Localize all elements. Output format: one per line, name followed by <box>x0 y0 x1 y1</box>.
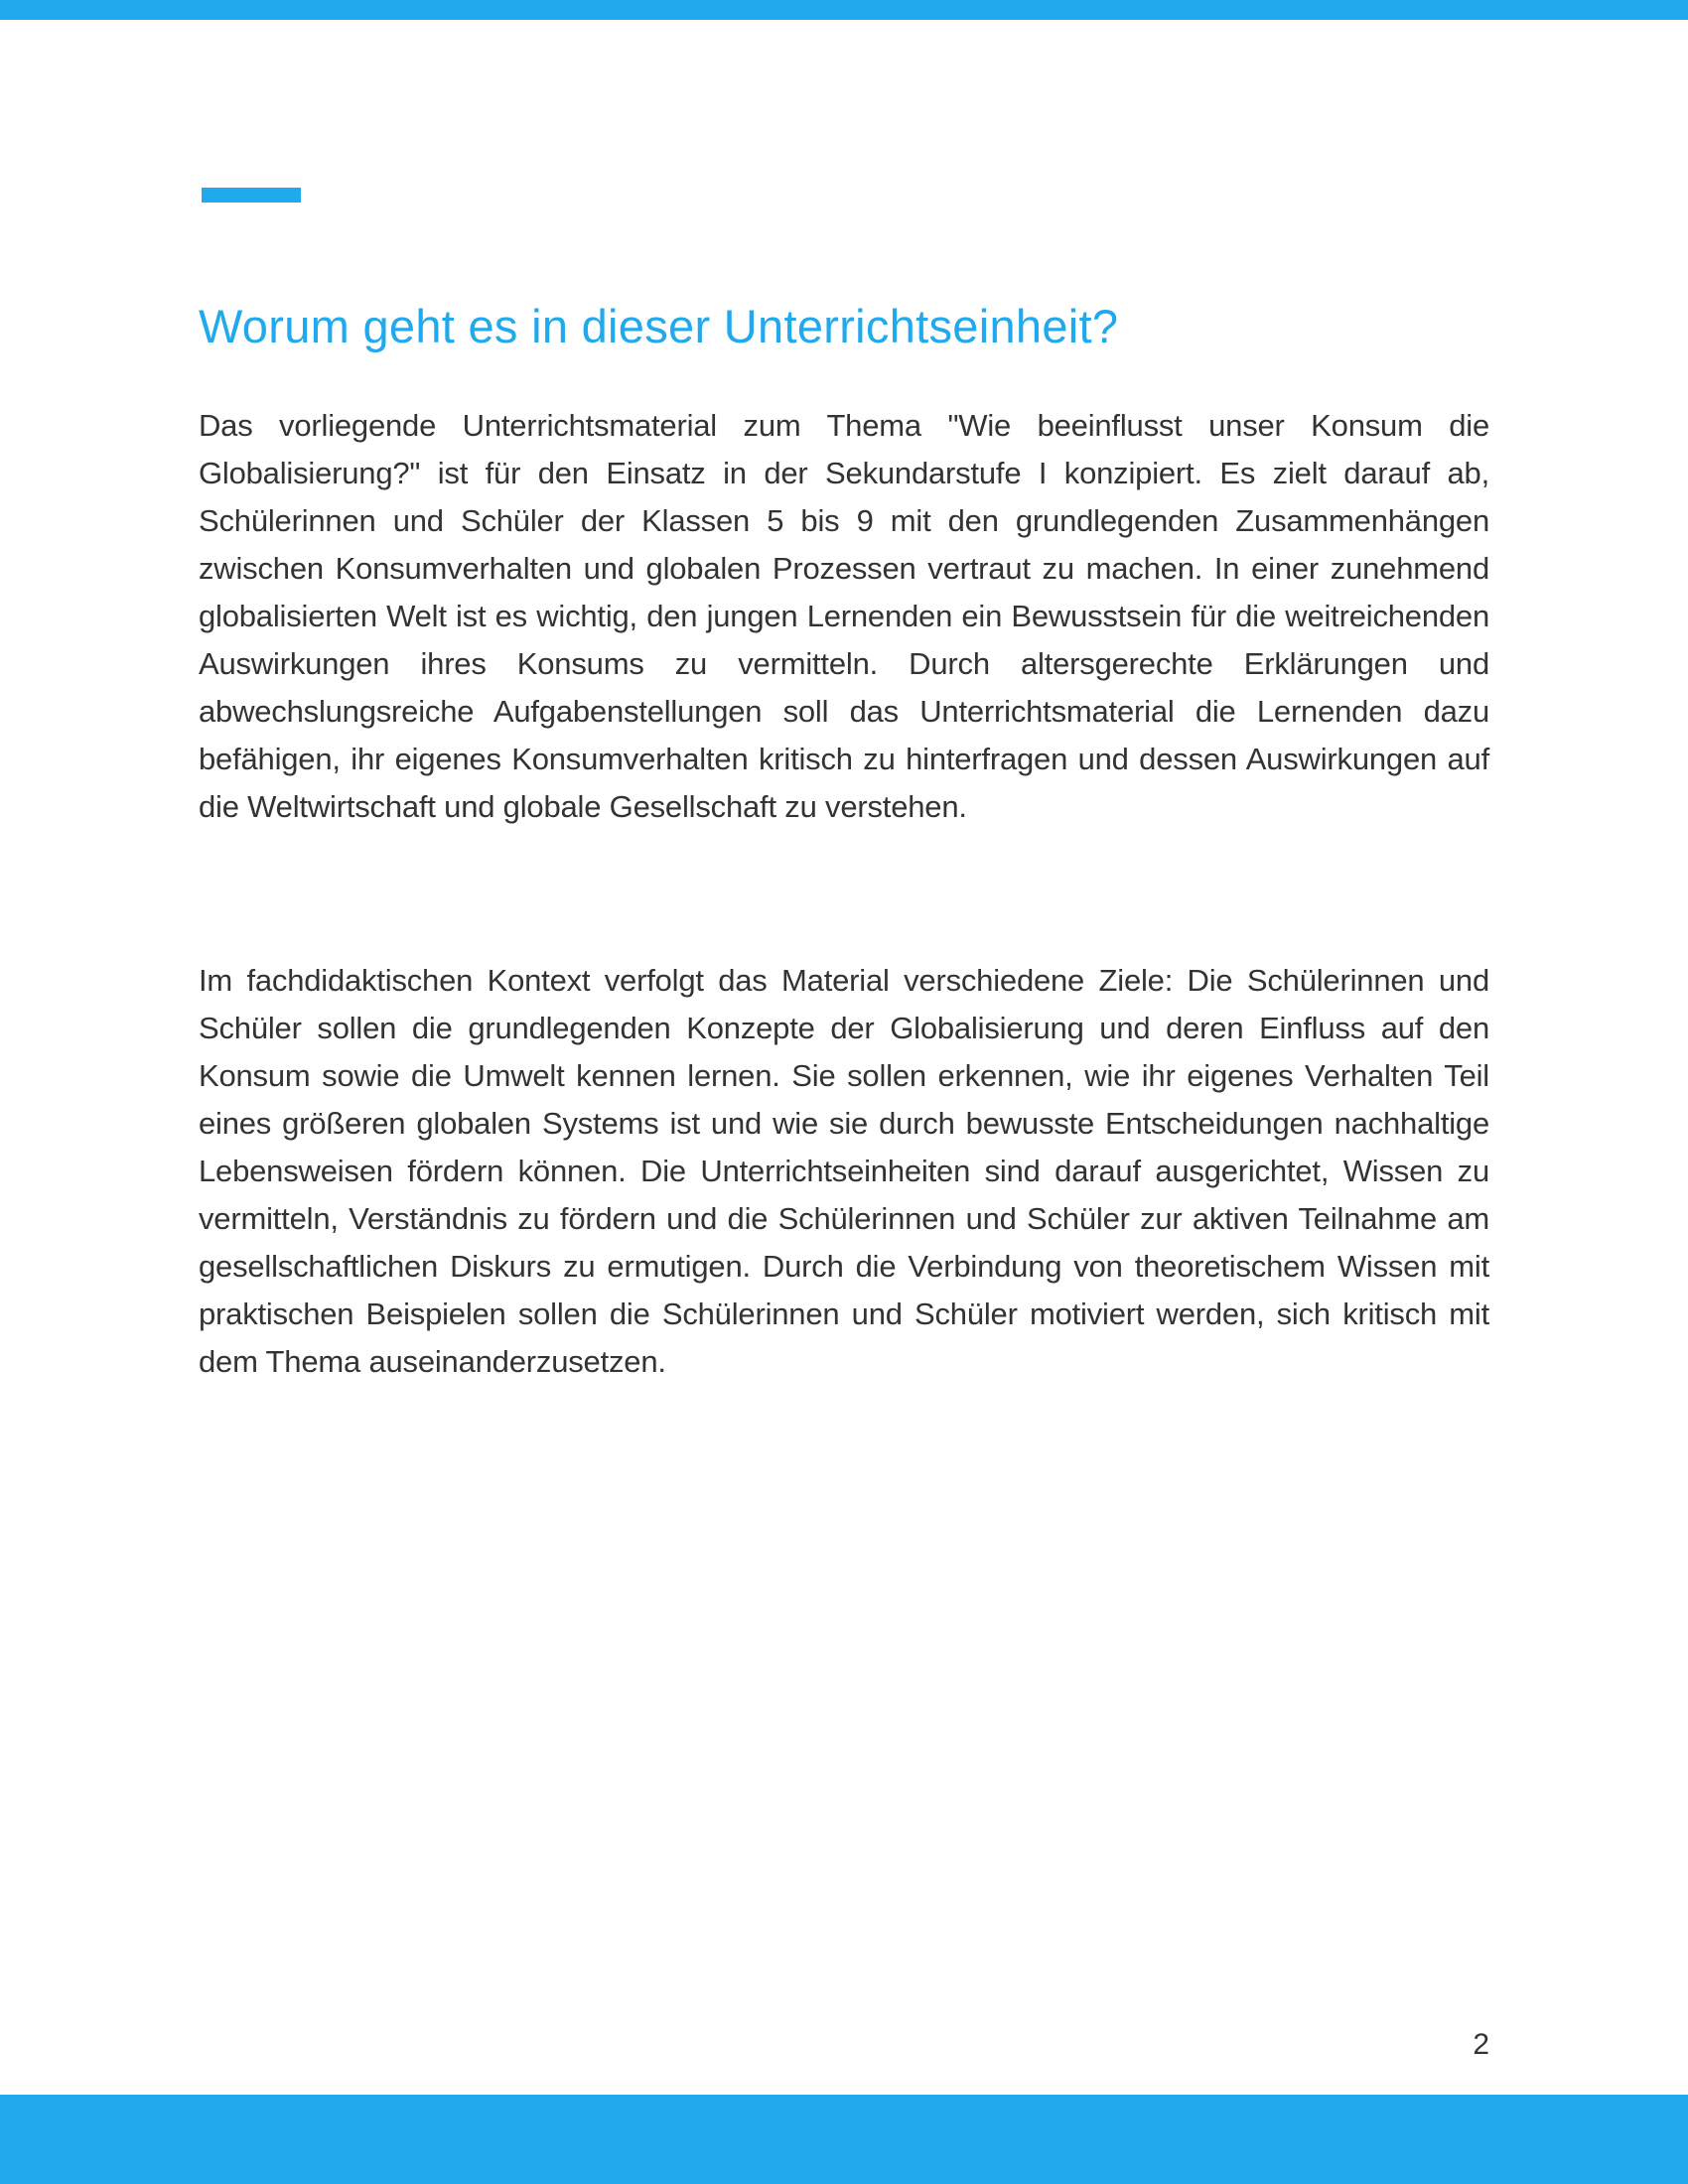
page-title: Worum geht es in dieser Unterrichtseinheit? <box>199 300 1119 352</box>
bottom-border-bar <box>0 2095 1688 2184</box>
paragraph-intro: Das vorliegende Unterrichtsmaterial zum Thema "Wie beeinflusst unser Konsum die Globalisierung?" ist für den Einsatz in der Sekundarstufe I konzipiert. Es zielt darauf ab, Schülerinnen und Schüler der Klassen 5 bis 9 mit den grundlegenden Zusammenhängen zwischen Konsumverhalten und globalen Prozessen vertraut zu machen. In einer zunehmend globalisierten Welt ist es wichtig, den jungen Lernenden ein Bewusstsein für die weitreichenden Auswirkungen ihres Konsums zu vermitteln. Durch altersgerechte Erklärungen und abwechslungsreiche Aufgabenstellungen soll das Unterrichtsmaterial die Lernenden dazu befähigen, ihr eigenes Konsumverhalten kritisch zu hinterfragen und dessen Auswirkungen auf die Weltwirtschaft und globale Gesellschaft zu verstehen. <box>199 408 1489 824</box>
heading-accent-bar <box>202 188 301 203</box>
body-text <box>199 402 1489 1386</box>
paragraph-goals: Im fachdidaktischen Kontext verfolgt das Material verschiedene Ziele: Die Schülerinnen und Schüler sollen die grundlegenden Konzepte der Globalisierung und deren Einfluss auf den Konsum sowie die Umwelt kennen lernen. Sie sollen erkennen, wie ihr eigenes Verhalten Teil eines größeren globalen Systems ist und wie sie durch bewusste Entscheidungen nachhaltige Lebensweisen fördern können. Die Unterrichtseinheiten sind darauf ausgerichtet, Wissen zu vermitteln, Verständnis zu fördern und die Schülerinnen und Schüler zur aktiven Teilnahme am gesellschaftlichen Diskurs zu ermutigen. Durch die Verbindung von theoretischem Wissen mit praktischen Beispielen sollen die Schülerinnen und Schüler motiviert werden, sich kritisch mit dem Thema auseinanderzusetzen. <box>199 963 1489 1379</box>
top-border-bar <box>0 0 1688 20</box>
page-number: 2 <box>1473 2028 1489 2061</box>
